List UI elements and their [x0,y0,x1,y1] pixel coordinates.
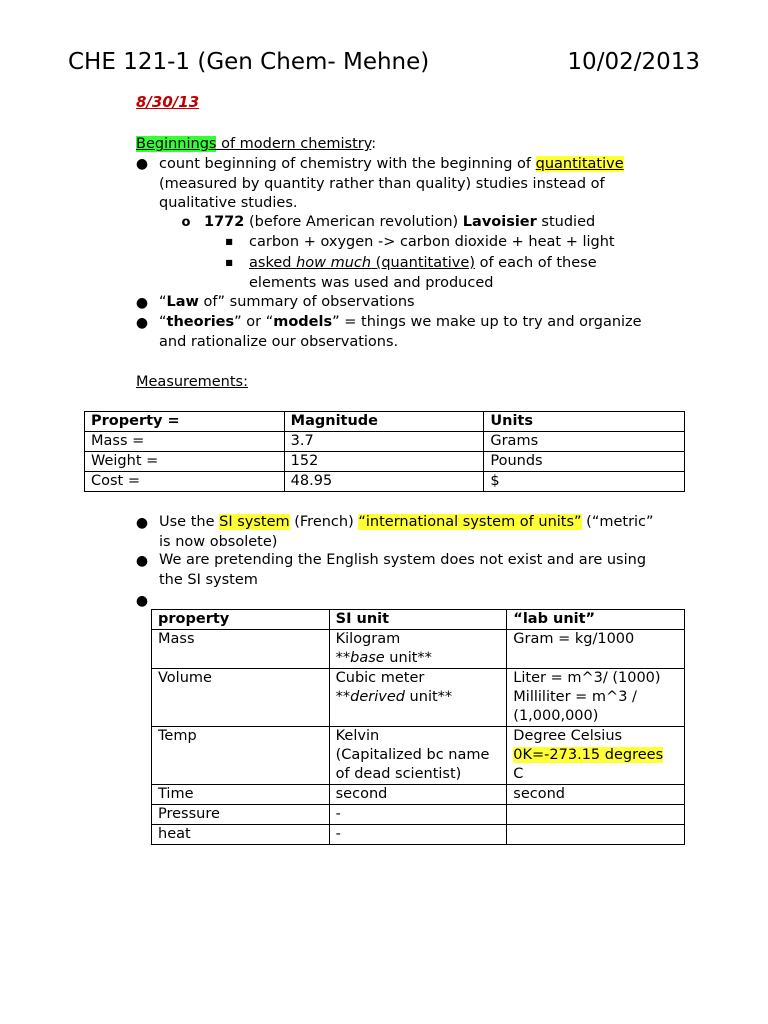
heading-colon: : [371,136,377,152]
table-row [152,727,685,785]
text-italic: how much [296,255,372,271]
table-cell: Pounds [484,452,685,472]
table-cell: - [329,825,507,845]
bullet-icon: ● [135,515,149,531]
table-row [152,669,685,727]
square-bullet-icon: ■ [225,258,233,267]
table-row [152,785,685,805]
highlight-intl-system: “international system of units” [358,514,582,530]
text: Use the [159,514,220,530]
table-cell [507,669,685,727]
text: ** [335,689,351,705]
bullet-icon: ● [135,295,149,311]
bullet-line: is now obsolete) [159,534,278,550]
cell-line [513,746,678,765]
table-row [152,630,685,669]
sub-sub-bullet-line: elements was used and produced [249,275,494,291]
highlight-si-system: SI system [219,514,290,530]
measurements-heading [90,372,248,392]
table-cell: heat [152,825,330,845]
text-bold: models [273,314,333,330]
table-header: “lab unit” [507,610,685,630]
table-cell: second [507,785,685,805]
lecture-date: 8/30/13 [136,93,200,111]
highlight-quantitative: quantitative [535,156,624,172]
text: asked [249,255,297,271]
text: ” or “ [234,314,274,330]
text-bold: Law [166,294,199,310]
cell-line: (1,000,000) [513,708,599,724]
text: ** [335,650,351,666]
table-cell [329,727,507,785]
sub-bullet-line [204,212,595,232]
text: (French) [289,514,359,530]
bullet-line [159,154,624,174]
text: unit** [404,689,453,705]
scientist-name: Lavoisier [462,214,537,230]
table-cell: Temp [152,727,330,785]
text: count beginning of chemistry with the beginning of [159,156,536,172]
cell-line: Cubic meter [335,670,425,686]
cell-line [336,649,501,668]
circle-bullet-icon: o [181,215,191,230]
sub-sub-bullet-line: carbon + oxygen -> carbon dioxide + heat + light [249,234,615,250]
table-cell: Cost = [85,472,285,492]
table-cell: Pressure [152,805,330,825]
table-header: Property = [85,412,285,432]
text: (quantitative) [371,255,475,271]
table-header: SI unit [329,610,507,630]
table-row [152,825,685,845]
text: “ [159,314,167,330]
text-italic: derived [350,689,405,705]
table-cell: Mass = [85,432,285,452]
bullet-icon: ● [135,593,149,609]
table-header: property [152,610,330,630]
course-title: CHE 121-1 (Gen Chem- Mehne) [68,49,430,75]
table-row [85,432,685,452]
table-cell: Weight = [85,452,285,472]
cell-line: Kelvin [335,728,380,744]
header-date: 10/02/2013 [567,49,700,75]
sub-sub-bullet-line [249,253,597,273]
table-cell [507,825,685,845]
table-cell: $ [484,472,685,492]
text: Measurements: [136,374,248,390]
bullet-line: (measured by quantity rather than quality) studies instead of [159,176,605,192]
measurements-table [84,411,685,492]
text: of” summary of observations [198,294,415,310]
bullet-line [159,292,415,312]
cell-line: (Capitalized bc name [335,747,490,763]
table-cell: 3.7 [284,432,484,452]
bullet-line: We are pretending the English system does not exist and are using [159,552,647,568]
bullet-icon: ● [135,156,149,172]
table-row [85,452,685,472]
bullet-line [159,312,642,332]
bullet-icon: ● [135,553,149,569]
table-header: Magnitude [284,412,484,432]
bullet-icon: ● [135,315,149,331]
year: 1772 [204,214,245,230]
table-header-row [152,610,685,630]
heading-rest: of modern chemistry [216,136,372,152]
table-row [152,805,685,825]
bullet-line: qualitative studies. [159,195,298,211]
cell-line: of dead scientist) [335,766,462,782]
bullet-line [159,512,654,532]
text: studied [536,214,596,230]
bullet-line: the SI system [159,572,258,588]
table-row [85,472,685,492]
cell-line: Degree Celsius [513,728,623,744]
table-cell: 48.95 [284,472,484,492]
section-heading [136,134,376,154]
table-cell: Gram = kg/1000 [507,630,685,669]
text: (“metric” [581,514,654,530]
table-cell: Time [152,785,330,805]
si-units-table [151,609,685,845]
table-cell [329,630,507,669]
text: ” = things we make up to try and organize [332,314,642,330]
table-header: Units [484,412,685,432]
cell-line: Liter = m^3/ (1000) [513,670,661,686]
table-cell [507,805,685,825]
table-cell: - [329,805,507,825]
text-italic: base [350,650,385,666]
table-cell: Grams [484,432,685,452]
table-header-row [85,412,685,432]
text-bold: theories [166,314,235,330]
table-cell [507,727,685,785]
text: of each of these [474,255,597,271]
cell-line: Milliliter = m^3 / [513,689,637,705]
cell-line: C [513,766,524,782]
text: “ [159,294,167,310]
text: (before American revolution) [244,214,463,230]
cell-line: Kilogram [335,631,401,647]
heading-highlight: Beginnings [136,136,217,152]
table-cell [329,669,507,727]
table-cell: Mass [152,630,330,669]
table-cell: 152 [284,452,484,472]
bullet-line: and rationalize our observations. [159,334,399,350]
text: unit** [384,650,432,666]
highlight-kelvin: 0K=-273.15 degrees [513,747,664,763]
cell-line [336,688,501,707]
square-bullet-icon: ■ [225,237,233,246]
table-cell: second [329,785,507,805]
table-cell: Volume [152,669,330,727]
